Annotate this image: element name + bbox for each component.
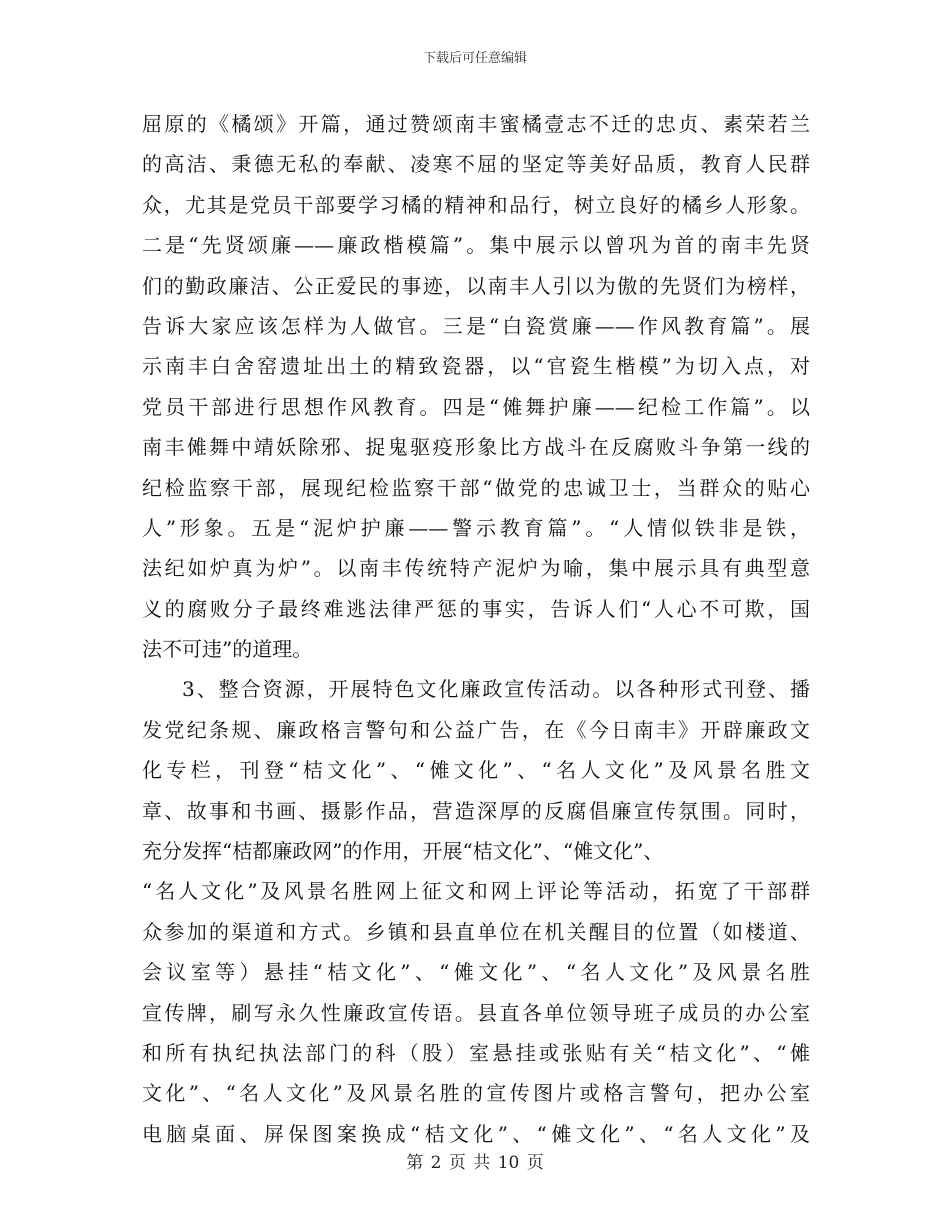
text-line: 党员干部进行思想作风教育。四是“傩舞护廉——纪检工作篇”。以 <box>142 394 810 419</box>
text-line: 发党纪条规、廉政格言警句和公益广告，在《今日南丰》开辟廉政文 <box>142 717 810 742</box>
page-footer: 第 2 页 共 10 页 <box>406 1153 544 1173</box>
text-line: 二是“先贤颂廉——廉政楷模篇”。集中展示以曾巩为首的南丰先贤 <box>142 233 810 258</box>
text-line: 和所有执纪执法部门的科（股）室悬挂或张贴有关“桔文化”、“傩 <box>142 1040 810 1065</box>
text-line: 3、整合资源，开展特色文化廉政宣传活动。以各种形式刊登、播 <box>182 677 810 702</box>
text-line: 屈原的《橘颂》开篇，通过赞颂南丰蜜橘壹志不迁的忠贞、素荣若兰 <box>142 112 810 136</box>
text-line: 示南丰白舍窑遗址出土的精致瓷器，以“官瓷生楷模”为切入点，对 <box>142 354 810 379</box>
text-line: 电脑桌面、屏保图案换成“桔文化”、“傩文化”、“名人文化”及 <box>142 1121 810 1146</box>
text-line: 们的勤政廉洁、公正爱民的事迹，以南丰人引以为傲的先贤们为榜样， <box>142 273 810 298</box>
text-line: 充分发挥“桔都廉政网”的作用，开展“桔文化”、“傩文化”、 <box>142 839 664 864</box>
text-line: 法不可违”的道理。 <box>142 637 313 662</box>
text-line: 化专栏，刊登“桔文化”、“傩文化”、“名人文化”及风景名胜文 <box>142 758 810 783</box>
text-line: 南丰傩舞中靖妖除邪、捉鬼驱疫形象比方战斗在反腐败斗争第一线的 <box>142 435 810 460</box>
text-line: 宣传牌，刷写永久性廉政宣传语。县直各单位领导班子成员的办公室 <box>142 1000 810 1025</box>
text-line: 的高洁、秉德无私的奉献、凌寒不屈的坚定等美好品质，教育人民群 <box>142 152 810 177</box>
text-line: 众，尤其是党员干部要学习橘的精神和品行，树立良好的橘乡人形象。 <box>142 192 810 217</box>
text-line: 众参加的渠道和方式。乡镇和县直单位在机关醒目的位置（如楼道、 <box>142 919 810 944</box>
text-line: 法纪如炉真为炉”。以南丰传统特产泥炉为喻，集中展示具有典型意 <box>142 556 810 581</box>
body-text <box>142 104 810 1154</box>
text-line: 人”形象。五是“泥炉护廉——警示教育篇”。“人情似铁非是铁， <box>142 515 810 540</box>
text-line: 告诉大家应该怎样为人做官。三是“白瓷赏廉——作风教育篇”。展 <box>142 313 810 338</box>
text-line: 文化”、“名人文化”及风景名胜的宣传图片或格言警句，把办公室 <box>142 1081 810 1106</box>
text-line: 纪检监察干部，展现纪检监察干部“做党的忠诚卫士，当群众的贴心 <box>142 475 810 500</box>
text-line: 章、故事和书画、摄影作品，营造深厚的反腐倡廉宣传氛围。同时， <box>142 798 810 823</box>
text-line: 义的腐败分子最终难逃法律严惩的事实，告诉人们“人心不可欺，国 <box>142 596 810 621</box>
text-line: “名人文化”及风景名胜网上征文和网上评论等活动，拓宽了干部群 <box>142 879 810 904</box>
text-line: 会议室等）悬挂“桔文化”、“傩文化”、“名人文化”及风景名胜 <box>142 960 810 985</box>
page-header: 下载后可任意编辑 <box>422 51 527 66</box>
